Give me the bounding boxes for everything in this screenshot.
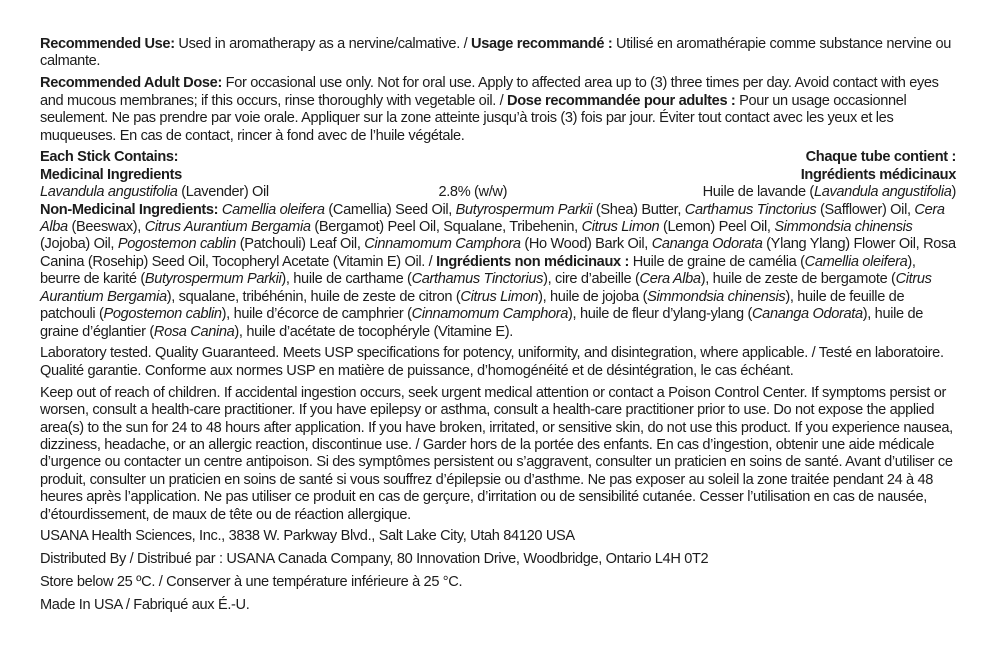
distributor-line: Distributed By / Distribué par : USANA Canada Company, 80 Innovation Drive, Woodbridge, Ontario L4H 0T2: [40, 551, 709, 568]
warnings-paragraph: Keep out of reach of children. If accidental ingestion occurs, seek urgent medical attention or contact a Poison Control Center. If symptoms persist or worsen, consult a health-care practitioner. If you have epilepsy or asthma, consult a health-care practitioner prior to use. Do not expose the applied area(s) to the sun for 24 to 48 hours after application. If you have broken, irritated, or sensitive skin, do not use this product. If you experience nausea, dizziness, headache, or an allergic reaction, discontinue use. / Garder hors de la portée des enfants. En cas d’ingestion, obtenir une aide médicale d’urgence ou contacter un centre antipoison. Si des symptômes persistent ou s’aggravent, consulter un praticien en soins de santé. Avant d’utiliser ce produit, consulter un praticien en soins de santé si vous souffrez d’épilepsie ou d’asthme. Ne pas exposer au soleil la zone traitée pendant 24 à 48 heures après l’application. Ne pas utiliser ce produit en cas de gerçure, d’irritation ou de sensibilité cutanée. Cesser l’utilisation en cas de nausée, d’étourdissement, de maux de tête ou de réaction allergique.: [40, 384, 953, 523]
made-in-line: Made In USA / Fabriqué aux É.-U.: [40, 597, 250, 614]
recommended-adult-dose-paragraph: Recommended Adult Dose: For occasional use only. Not for oral use. Apply to affected area up to (3) three times per day. Avoid contact with eyes and mucous membranes; if this occurs, rinse thoroughly with vegetable oil. / Dose recommandée pour adultes : Pour un usage occasionnel seulement. Ne pas prendre par voie orale. Appliquer sur la zone atteinte jusqu’à trois (3) fois par jour. Éviter tout contact avec les yeux et les muqueuses. En cas de contact, rincer à fond avec de l’huile végétale.: [40, 75, 939, 144]
medicinal-heading-en: Medicinal Ingredients: [40, 166, 182, 183]
non-medicinal-paragraph: Non-Medicinal Ingredients: Camellia oleifera (Camellia) Seed Oil, Butyrospermum Parkii (Shea) Butter, Carthamus Tinctorius (Safflower) Oil, Cera Alba (Beeswax), Citrus Aurantium Bergamia (Bergamot) Peel Oil, Squalane, Tribehenin, Citrus Limon (Lemon) Peel Oil, Simmondsia chinensis (Jojoba) Oil, Pogostemon cablin (Patchouli) Leaf Oil, Cinnamomum Camphora (Ho Wood) Bark Oil, Cananga Odorata (Ylang Ylang) Flower Oil, Rosa Canina (Rosehip) Seed Oil, Tocopheryl Acetate (Vitamin E) Oil. / Ingrédients non médicinaux : Huile de graine de camélia (Camellia oleifera), beurre de karité (Butyrospermum Parkii), huile de carthame (Carthamus Tinctorius), cire d’abeille (Cera Alba), huile de zeste de bergamote (Citrus Aurantium Bergamia), squalane, tribéhénin, huile de zeste de citron (Citrus Limon), huile de jojoba (Simmondsia chinensis), huile de feuille de patchouli (Pogostemon cablin), huile d’écorce de camphrier (Cinnamomum Camphora), huile de fleur d’ylang-ylang (Cananga Odorata), huile de graine d’églantier (Rosa Canina), huile d’acétate de tocophéryle (Vitamine E).: [40, 201, 956, 340]
footer-block: [40, 528, 956, 614]
contains-heading-en: Each Stick Contains:: [40, 149, 179, 166]
medicinal-ingredient-row: [40, 184, 956, 201]
recommended-use-paragraph: Recommended Use: Used in aromatherapy as a nervine/calmative. / Usage recommandé : Utilisé en aromathérapie comme substance nervine ou calmante.: [40, 36, 952, 70]
laboratory-paragraph: Laboratory tested. Quality Guaranteed. Meets USP specifications for potency, uniformity, and disintegration, where applicable. / Testé en laboratoire. Qualité garantie. Conforme aux normes USP en matière de puissance, d’homogénéité et de désintégration, le cas échéant.: [40, 345, 944, 379]
medicinal-heading-row: [40, 167, 956, 184]
manufacturer-line: USANA Health Sciences, Inc., 3838 W. Parkway Blvd., Salt Lake City, Utah 84120 USA: [40, 528, 575, 545]
contains-heading-row: [40, 149, 956, 166]
ingredient-name-fr: Huile de lavande (Lavandula angustifolia): [702, 184, 956, 201]
storage-line: Store below 25 ºC. / Conserver à une température inférieure à 25 °C.: [40, 574, 463, 591]
contains-heading-fr: Chaque tube contient :: [805, 149, 956, 166]
medicinal-heading-fr: Ingrédients médicinaux: [800, 166, 956, 183]
ingredient-amount: 2.8% (w/w): [438, 184, 508, 201]
ingredient-name: Lavandula angustifolia (Lavender) Oil: [40, 184, 269, 201]
